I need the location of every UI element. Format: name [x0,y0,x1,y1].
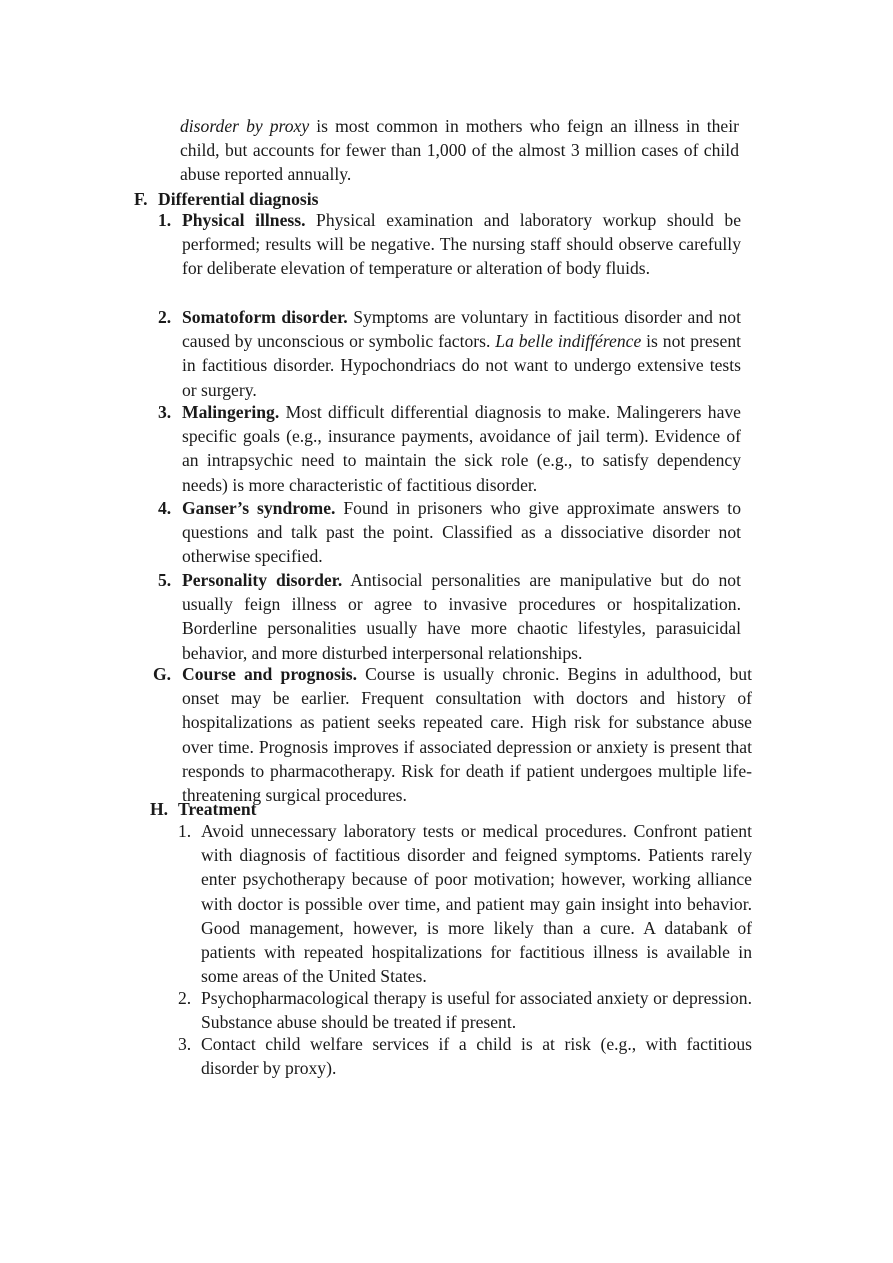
item-text: Contact child welfare services if a child is at risk (e.g., with factitious disorder by proxy). [201,1034,752,1079]
item-lead: Physical illness. [182,210,306,230]
section-h-heading [150,797,257,821]
section-g-lead: Course and prognosis. [182,664,357,684]
section-h-marker: H. [150,799,169,819]
item-lead: Personality disorder. [182,570,343,590]
item-body [182,496,741,569]
section-g-marker: G. [153,664,172,684]
intro-italic-term: disorder by proxy [180,116,310,136]
item-italic-term: La belle indifférence [495,331,642,352]
item-body [182,208,741,281]
item-text: Psychopharmacological therapy is useful for associated anxiety or depression. Substance abuse should be treated if present. [201,988,752,1033]
item-lead: Malingering. [182,402,280,422]
item-body [182,400,741,497]
item-number: 5. [158,570,172,590]
section-g-body [182,662,752,807]
item-lead: Ganser’s syndrome. [182,498,336,518]
section-f-marker: F. [134,189,148,209]
item-number: 3. [158,402,172,422]
item-number: 1. [178,821,192,841]
item-text: Found in prisoners who give approximate answers to questions and talk past the point. Classified as a dissociative disorder not otherwise specified. [182,498,741,567]
intro-text: is most common in mothers who feign an illness in their child, but accounts for fewer than 1,000 of the almost 3 million cases of child abuse reported annually. [180,116,739,185]
item-text: Avoid unnecessary laboratory tests or medical procedures. Confront patient with diagnosis of factitious disorder and feigned symptoms. Patients rarely enter psychotherapy because of poor motivation; however, working alliance with doctor is possible over time, and patient may gain insight into behavior. Good management, however, is more likely than a cure. A databank of patients with repeated hospitalizations for factitious illness is available in some areas of the United States. [201,821,752,987]
section-f-title: Differential diagnosis [158,189,319,209]
item-number: 3. [178,1034,192,1054]
item-text: Symptoms are voluntary in factitious disorder and not caused by unconscious or symbolic factors. [182,307,741,352]
item-text: Physical examination and laboratory workup should be performed; results will be negative. The nursing staff should observe carefully for deliberate elevation of temperature or alteration of body fluids. [182,210,742,279]
item-body [182,305,741,402]
item-text: Most difficult differential diagnosis to make. Malingerers have specific goals (e.g., insurance payments, avoidance of jail term). Evidence of an intrapsychic need to maintain the sick role (e.g., to satisfy dependency needs) is more characteristic of factitious disorder. [182,402,741,495]
item-number: 1. [158,210,172,230]
item-lead: Somatoform disorder. [182,307,348,327]
item-text: Antisocial personalities are manipulative but do not usually feign illness or agree to invasive procedures or hospitalization. Borderline personalities usually have more chaotic lifestyles, parasuicidal behavior, and more disturbed interpersonal relationships. [182,570,741,663]
item-number: 2. [158,307,172,327]
item-body [182,568,741,665]
intro-paragraph [180,114,739,187]
section-h-title: Treatment [178,799,257,819]
item-number: 4. [158,498,172,518]
section-g-text: Course is usually chronic. Begins in adulthood, but onset may be earlier. Frequent consultation with doctors and history of hospitalizations as patient seeks repeated care. High risk for substance abuse over time. Prognosis improves if associated depression or anxiety is present that responds to pharmacotherapy. Risk for death if patient undergoes multiple life-threatening surgical procedures. [182,664,752,806]
item-number: 2. [178,988,192,1008]
item-text-continued: is not present in factitious disorder. Hypochondriacs do not want to undergo extensive tests or surgery. [182,331,742,400]
